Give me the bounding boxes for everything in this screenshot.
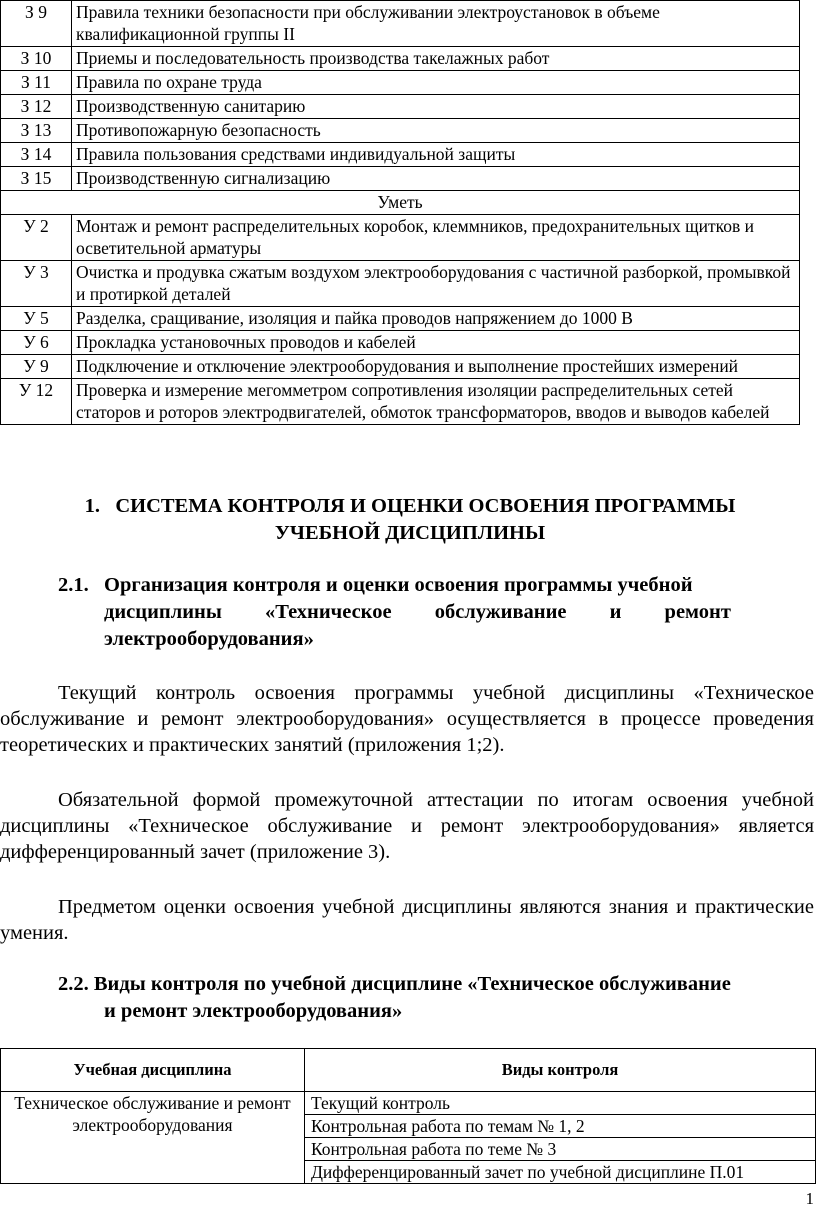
competency-row [1, 215, 800, 261]
competency-code: У 6 [1, 331, 72, 355]
header-control-types: Виды контроля [305, 1049, 816, 1092]
competency-code: З 12 [1, 95, 72, 119]
section-2-2-line1 [58, 971, 816, 998]
competency-row [1, 95, 800, 119]
competency-text: Производственную сигнализацию [72, 167, 800, 191]
competency-row [1, 331, 800, 355]
competency-text: Очистка и продувка сжатым воздухом электрооборудования с частичной разборкой, промывкой и протиркой деталей [72, 261, 800, 307]
competency-text: Разделка, сращивание, изоляция и пайка проводов напряжением до 1000 В [72, 307, 800, 331]
competency-text: Правила техники безопасности при обслуживании электроустановок в объеме квалификационной группы II [72, 1, 800, 47]
competency-row [1, 119, 800, 143]
competency-text: Проверка и измерение мегомметром сопротивления изоляции распределительных сетей статоров и роторов электродвигателей, обмоток трансформаторов, вводов и выводов кабелей [72, 379, 800, 425]
competency-table-body [1, 1, 800, 425]
paragraph-interim-attestation: Обязательной формой промежуточной аттестации по итогам освоения учебной дисциплины «Техническое обслуживание и ремонт электрооборудования» является дифференцированный зачет (приложение 3). [0, 789, 814, 863]
section-2-2-heading [58, 971, 816, 1025]
competency-row [1, 307, 800, 331]
competency-text: Правила по охране труда [72, 71, 800, 95]
control-type-cell: Дифференцированный зачет по учебной дисциплине П.01 [305, 1161, 816, 1184]
section-2-1-line2: дисциплины «Техническое обслуживание и ремонт [104, 601, 731, 623]
main-heading-line2: УЧЕБНОЙ ДИСЦИПЛИНЫ [274, 522, 546, 544]
competency-row [1, 71, 800, 95]
competency-code: У 9 [1, 355, 72, 379]
competency-text: Противопожарную безопасность [72, 119, 800, 143]
competency-code: З 11 [1, 71, 72, 95]
competency-row [1, 47, 800, 71]
main-heading-text1: СИСТЕМА КОНТРОЛЯ И ОЦЕНКИ ОСВОЕНИЯ ПРОГРАММЫ [115, 495, 736, 517]
competency-code: У 3 [1, 261, 72, 307]
competency-table [0, 0, 800, 425]
paragraph-assessment-subject: Предметом оценки освоения учебной дисциплины являются знания и практические умения. [0, 896, 814, 944]
control-types-table [0, 1048, 816, 1184]
control-type-cell: Контрольная работа по теме № 3 [305, 1138, 816, 1161]
competency-section-label: Уметь [1, 191, 800, 215]
competency-text: Правила пользования средствами индивидуальной защиты [72, 143, 800, 167]
competency-code: З 9 [1, 1, 72, 47]
competency-row [1, 379, 800, 425]
competency-code: У 12 [1, 379, 72, 425]
section-2-1-heading [58, 572, 814, 653]
competency-row [1, 167, 800, 191]
competency-code: З 10 [1, 47, 72, 71]
section-2-2-text1: Виды контроля по учебной дисциплине «Техническое обслуживание [93, 973, 731, 995]
competency-text: Производственную санитарию [72, 95, 800, 119]
section-2-2-number: 2.2. [58, 973, 89, 995]
header-subject: Учебная дисциплина [1, 1049, 305, 1092]
paragraph-current-control: Текущий контроль освоения программы учебной дисциплины «Техническое обслуживание и ремонт электрооборудования» осуществляется в процессе проведения теоретических и практических занятий (приложения 1;2). [0, 682, 814, 756]
control-type-cell: Текущий контроль [305, 1092, 816, 1115]
subject-cell: Техническое обслуживание и ремонт электрооборудования [1, 1092, 305, 1184]
control-table-header-row [1, 1049, 816, 1092]
main-heading-number: 1. [84, 495, 100, 517]
competency-code: У 5 [1, 307, 72, 331]
competency-code: З 15 [1, 167, 72, 191]
competency-code: З 14 [1, 143, 72, 167]
section-2-1-line1 [0, 572, 814, 599]
competency-text: Приемы и последовательность производства такелажных работ [72, 47, 800, 71]
competency-text: Монтаж и ремонт распределительных коробок, клеммников, предохранительных щитков и осветительной арматуры [72, 215, 800, 261]
competency-text: Прокладка установочных проводов и кабелей [72, 331, 800, 355]
section-2-2-line2: и ремонт электрооборудования» [104, 1000, 403, 1022]
main-heading [30, 493, 790, 547]
section-2-1-text1: Организация контроля и оценки освоения программы учебной [104, 574, 693, 596]
control-type-cell: Контрольная работа по темам № 1, 2 [305, 1115, 816, 1138]
competency-row [1, 355, 800, 379]
competency-section-row [1, 191, 800, 215]
section-2-1-line3: электрооборудования» [104, 628, 314, 650]
section-2-1-number: 2.1. [58, 574, 89, 596]
competency-code: У 2 [1, 215, 72, 261]
competency-row [1, 143, 800, 167]
control-table-row [1, 1092, 816, 1115]
competency-code: З 13 [1, 119, 72, 143]
competency-text: Подключение и отключение электрооборудования и выполнение простейших измерений [72, 355, 800, 379]
page-number: 1 [805, 1189, 814, 1208]
main-heading-line1 [30, 493, 790, 520]
competency-row [1, 1, 800, 47]
competency-row [1, 261, 800, 307]
